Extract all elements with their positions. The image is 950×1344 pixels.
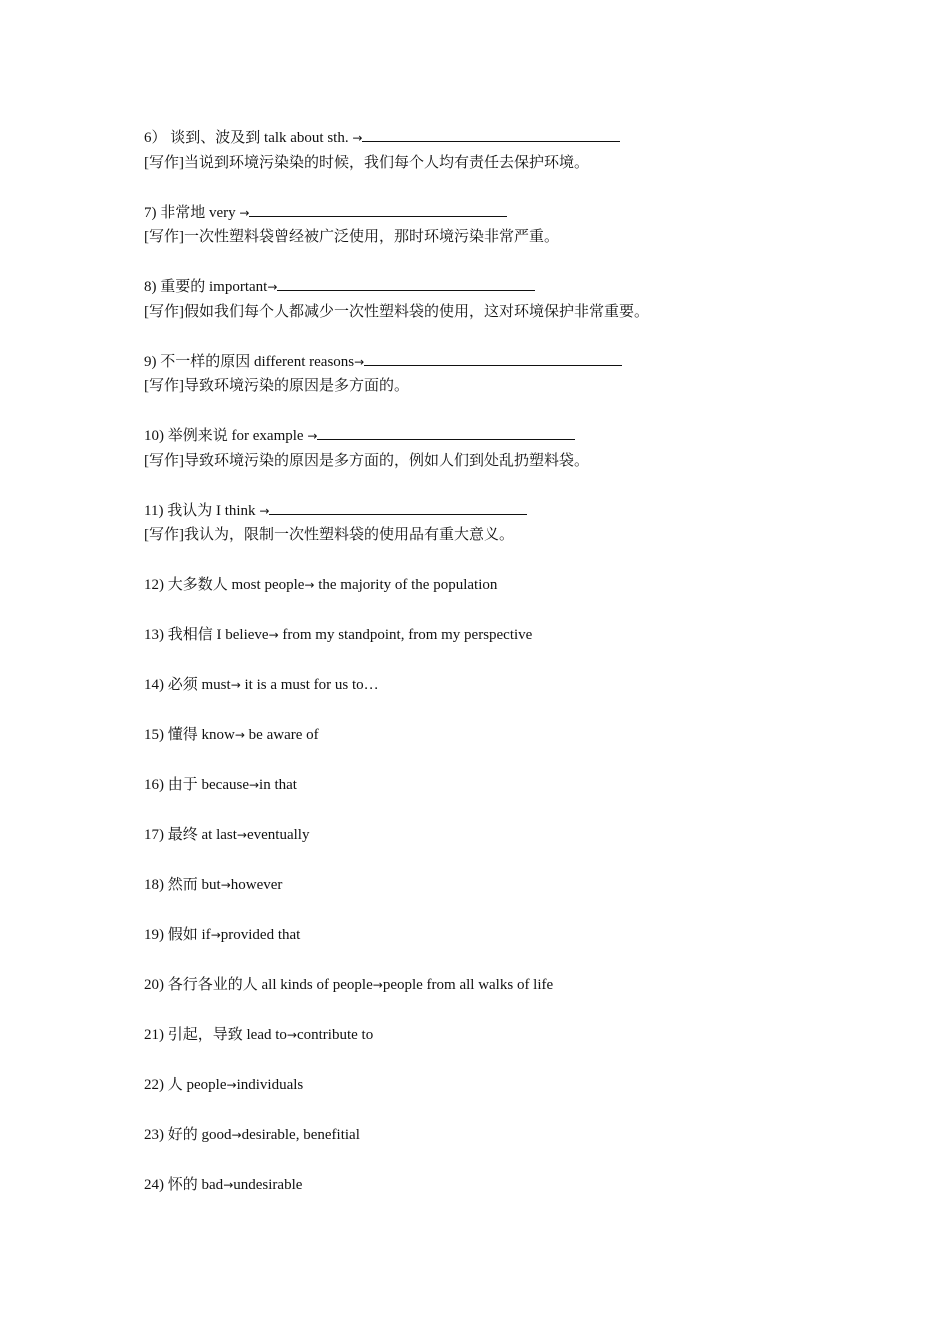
arrow-icon: → [231, 1128, 242, 1142]
spacer [144, 948, 824, 974]
item-chinese: 懂得 [167, 727, 198, 743]
item-chinese: 好的 [167, 1127, 198, 1143]
item-8 [144, 275, 824, 300]
spacer [144, 548, 824, 574]
item-answer: from my standpoint, from my perspective [282, 627, 533, 643]
item-chinese: 不一样的原因 [160, 353, 251, 370]
item-english: people [186, 1077, 227, 1093]
arrow-icon: → [352, 131, 363, 145]
item-number: 15) [144, 727, 164, 743]
item-english: different reasons [254, 353, 355, 370]
arrow-icon: → [236, 828, 247, 842]
item-english: know [201, 727, 235, 743]
item-number: 19) [144, 927, 164, 943]
item-english: bad [201, 1177, 224, 1193]
arrow-icon: → [304, 578, 315, 592]
item-chinese: 非常地 [160, 204, 206, 221]
answer-blank[interactable] [277, 276, 535, 291]
item-english: good [201, 1127, 232, 1143]
arrow-icon: → [230, 678, 241, 692]
spacer [144, 250, 824, 276]
item-7 [144, 201, 824, 226]
answer-blank[interactable] [269, 500, 527, 515]
item-number: 13) [144, 627, 164, 643]
item-23 [144, 1123, 824, 1148]
item-english: because [201, 777, 249, 793]
writing-prompt-8: [写作]假如我们每个人都减少一次性塑料袋的使用，这对环境保护非常重要。 [144, 303, 649, 320]
arrow-icon: → [354, 354, 365, 369]
spacer [144, 848, 824, 874]
item-6 [144, 126, 824, 151]
spacer [144, 698, 824, 724]
item-number: 11) [144, 502, 164, 519]
spacer [144, 898, 824, 924]
arrow-icon: → [248, 778, 260, 792]
item-12 [144, 573, 824, 598]
item-chinese: 引起，导致 [167, 1027, 243, 1043]
arrow-icon: → [210, 928, 221, 942]
item-answer: contribute to [296, 1027, 374, 1043]
spacer [144, 798, 824, 824]
writing-prompt-7: [写作]一次性塑料袋曾经被广泛使用，那时环境污染非常严重。 [144, 229, 559, 245]
item-number: 21) [144, 1027, 164, 1043]
item-english: for example [231, 428, 304, 444]
item-answer: provided that [220, 927, 301, 943]
item-english: important [209, 279, 268, 295]
document-page [144, 126, 824, 1198]
item-15 [144, 723, 824, 748]
item-english: lead to [246, 1027, 287, 1043]
item-20 [144, 973, 824, 998]
item-chinese: 然而 [167, 877, 198, 893]
item-english: I think [215, 502, 256, 519]
arrow-icon: → [268, 628, 279, 642]
item-18 [144, 873, 824, 898]
spacer [144, 598, 824, 624]
item-english: must [201, 677, 231, 693]
arrow-icon: → [220, 878, 231, 892]
writing-prompt-11: [写作]我认为，限制一次性塑料袋的使用品有重大意义。 [144, 527, 514, 543]
item-number: 17) [144, 827, 164, 843]
item-answer: individuals [236, 1077, 304, 1093]
item-answer: in that [259, 777, 297, 793]
answer-blank[interactable] [317, 425, 575, 440]
item-answer: eventually [246, 827, 310, 843]
item-14 [144, 673, 824, 698]
item-chinese: 重要的 [160, 279, 206, 295]
item-24 [144, 1173, 824, 1198]
spacer [144, 1148, 824, 1174]
item-number: 6） [144, 130, 167, 146]
answer-blank[interactable] [362, 127, 620, 142]
spacer [144, 648, 824, 674]
item-number: 14) [144, 677, 164, 693]
item-english: but [201, 877, 221, 893]
answer-blank[interactable] [364, 351, 622, 366]
item-9 [144, 350, 824, 375]
item-number: 8) [144, 279, 157, 295]
spacer [144, 473, 824, 499]
item-number: 22) [144, 1077, 164, 1093]
writing-prompt-9: [写作]导致环境污染的原因是多方面的。 [144, 378, 409, 394]
item-number: 23) [144, 1127, 164, 1143]
spacer [144, 1098, 824, 1124]
item-chinese: 必须 [167, 677, 198, 693]
item-answer: it is a must for us to… [244, 677, 379, 693]
arrow-icon: → [239, 205, 250, 220]
item-answer: undesirable [233, 1177, 303, 1193]
item-english: very [209, 204, 236, 221]
item-17 [144, 823, 824, 848]
arrow-icon: → [234, 728, 245, 742]
item-english: if [201, 927, 211, 943]
answer-blank[interactable] [249, 202, 507, 217]
item-chinese: 人 [167, 1077, 183, 1093]
item-number: 10) [144, 428, 164, 444]
item-13 [144, 623, 824, 648]
item-english: talk about sth. [264, 130, 349, 146]
writing-prompt-10: [写作]导致环境污染的原因是多方面的，例如人们到处乱扔塑料袋。 [144, 452, 589, 469]
item-19 [144, 923, 824, 948]
item-chinese: 怀的 [167, 1177, 198, 1193]
arrow-icon: → [372, 978, 383, 992]
item-english: all kinds of people [261, 977, 373, 993]
spacer [144, 399, 824, 425]
item-22 [144, 1073, 824, 1098]
arrow-icon: → [226, 1078, 237, 1092]
item-chinese: 举例来说 [167, 428, 228, 444]
spacer [144, 324, 824, 350]
arrow-icon: → [223, 1178, 234, 1192]
item-number: 20) [144, 977, 164, 993]
item-chinese: 由于 [167, 777, 198, 793]
item-21 [144, 1023, 824, 1048]
item-answer: however [230, 877, 283, 893]
item-16 [144, 773, 824, 798]
item-chinese: 假如 [167, 927, 198, 943]
item-english: most people [231, 577, 305, 593]
item-answer: people from all walks of life [382, 977, 554, 993]
item-number: 16) [144, 777, 164, 793]
item-english: at last [201, 827, 237, 843]
item-chinese: 我认为 [167, 502, 213, 519]
arrow-icon: → [267, 280, 278, 294]
spacer [144, 998, 824, 1024]
spacer [144, 1048, 824, 1074]
item-number: 9) [144, 353, 157, 370]
item-number: 24) [144, 1177, 164, 1193]
item-answer: be aware of [248, 727, 319, 743]
item-answer: the majority of the population [318, 577, 498, 593]
item-chinese: 大多数人 [167, 577, 228, 593]
item-answer: desirable, benefitial [241, 1127, 360, 1143]
arrow-icon: → [259, 503, 270, 518]
item-number: 18) [144, 877, 164, 893]
item-chinese: 我相信 [167, 627, 213, 643]
item-number: 7) [144, 204, 157, 221]
item-english: I believe [216, 627, 269, 643]
item-chinese: 最终 [167, 827, 198, 843]
arrow-icon: → [286, 1028, 297, 1042]
item-chinese: 谈到、波及到 [170, 130, 261, 146]
item-10 [144, 424, 824, 449]
spacer [144, 748, 824, 774]
item-11 [144, 499, 824, 524]
spacer [144, 175, 824, 201]
item-chinese: 各行各业的人 [167, 977, 258, 993]
arrow-icon: → [307, 429, 318, 443]
item-number: 12) [144, 577, 164, 593]
writing-prompt-6: [写作]当说到环境污染染的时候，我们每个人均有责任去保护环境。 [144, 154, 589, 171]
